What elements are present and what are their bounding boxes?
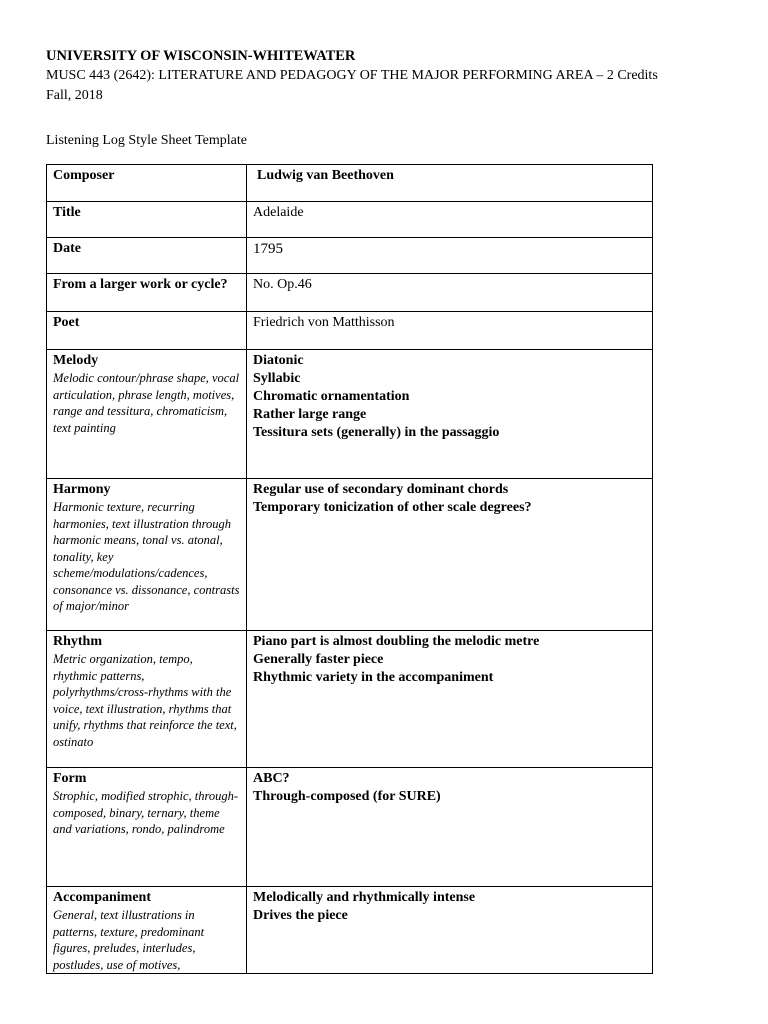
value-cell xyxy=(247,202,653,238)
row-title xyxy=(47,202,653,238)
university-name: UNIVERSITY OF WISCONSIN-WHITEWATER xyxy=(46,48,356,64)
value-cell xyxy=(247,887,653,974)
row-label: From a larger work or cycle? xyxy=(53,277,228,292)
title-value: Adelaide xyxy=(253,205,304,220)
label-cell xyxy=(47,479,247,631)
row-label: Accompaniment xyxy=(53,890,151,905)
value-cell xyxy=(247,350,653,479)
row-melody xyxy=(47,350,653,479)
label-cell xyxy=(47,631,247,768)
row-harmony xyxy=(47,479,653,631)
row-label: Rhythm xyxy=(53,634,103,649)
melody-line: Rather large range xyxy=(253,407,367,422)
listening-log-table xyxy=(46,164,653,974)
value-cell xyxy=(247,274,653,312)
row-larger-work xyxy=(47,274,653,312)
row-label: Form xyxy=(53,771,87,786)
value-cell xyxy=(247,479,653,631)
row-form xyxy=(47,768,653,887)
value-cell xyxy=(247,238,653,274)
template-title: Listening Log Style Sheet Template xyxy=(46,133,247,148)
form-line: Through-composed (for SURE) xyxy=(253,789,441,804)
row-label: Poet xyxy=(53,315,80,330)
melody-line: Diatonic xyxy=(253,353,304,368)
harmony-line: Temporary tonicization of other scale degrees? xyxy=(253,500,532,515)
course-title: MUSC 443 (2642): LITERATURE AND PEDAGOGY OF THE MAJOR PERFORMING AREA – 2 Credits xyxy=(46,68,658,83)
melody-line: Chromatic ornamentation xyxy=(253,389,410,404)
row-description: Melodic contour/phrase shape, vocal articulation, phrase length, motives, range and tessitura, chromaticism, text painting xyxy=(53,371,240,435)
accompaniment-line: Drives the piece xyxy=(253,908,348,923)
composer-value: Ludwig van Beethoven xyxy=(257,168,394,183)
rhythm-line: Piano part is almost doubling the melodic metre xyxy=(253,634,540,649)
label-cell xyxy=(47,165,247,202)
row-description: Harmonic texture, recurring harmonies, text illustration through harmonic means, tonal vs. atonal, tonality, key scheme/modulations/cadences, consonance vs. dissonance, contrasts of major/minor xyxy=(53,500,240,613)
form-line: ABC? xyxy=(253,771,290,786)
term: Fall, 2018 xyxy=(46,88,103,103)
row-label: Title xyxy=(53,205,81,220)
document-header xyxy=(46,46,658,106)
row-description: Metric organization, tempo, rhythmic patterns, polyrhythms/cross-rhythms with the voice, text illustration, rhythms that unify, rhythms that reinforce the text, ostinato xyxy=(53,652,237,749)
row-label: Melody xyxy=(53,353,99,368)
melody-line: Tessitura sets (generally) in the passaggio xyxy=(253,425,500,440)
value-cell xyxy=(247,165,653,202)
row-rhythm xyxy=(47,631,653,768)
row-composer xyxy=(47,165,653,202)
row-date xyxy=(47,238,653,274)
label-cell xyxy=(47,274,247,312)
larger-work-value: No. Op.46 xyxy=(253,277,312,292)
row-description: General, text illustrations in patterns, texture, predominant figures, preludes, interludes, postludes, use of motives, xyxy=(53,908,205,972)
rhythm-line: Rhythmic variety in the accompaniment xyxy=(253,670,494,685)
accompaniment-line: Melodically and rhythmically intense xyxy=(253,890,476,905)
row-description: Strophic, modified strophic, through-composed, binary, ternary, theme and variations, rondo, palindrome xyxy=(53,789,239,836)
rhythm-line: Generally faster piece xyxy=(253,652,384,667)
melody-line: Syllabic xyxy=(253,371,301,386)
label-cell xyxy=(47,238,247,274)
row-label: Date xyxy=(53,241,81,256)
row-label: Composer xyxy=(53,168,115,183)
row-label: Harmony xyxy=(53,482,111,497)
label-cell xyxy=(47,887,247,974)
row-poet xyxy=(47,312,653,350)
value-cell xyxy=(247,631,653,768)
label-cell xyxy=(47,350,247,479)
value-cell xyxy=(247,312,653,350)
date-value: 1795 xyxy=(253,241,283,257)
value-cell xyxy=(247,768,653,887)
label-cell xyxy=(47,768,247,887)
label-cell xyxy=(47,312,247,350)
harmony-line: Regular use of secondary dominant chords xyxy=(253,482,509,497)
row-accompaniment xyxy=(47,887,653,974)
label-cell xyxy=(47,202,247,238)
poet-value: Friedrich von Matthisson xyxy=(253,315,395,330)
